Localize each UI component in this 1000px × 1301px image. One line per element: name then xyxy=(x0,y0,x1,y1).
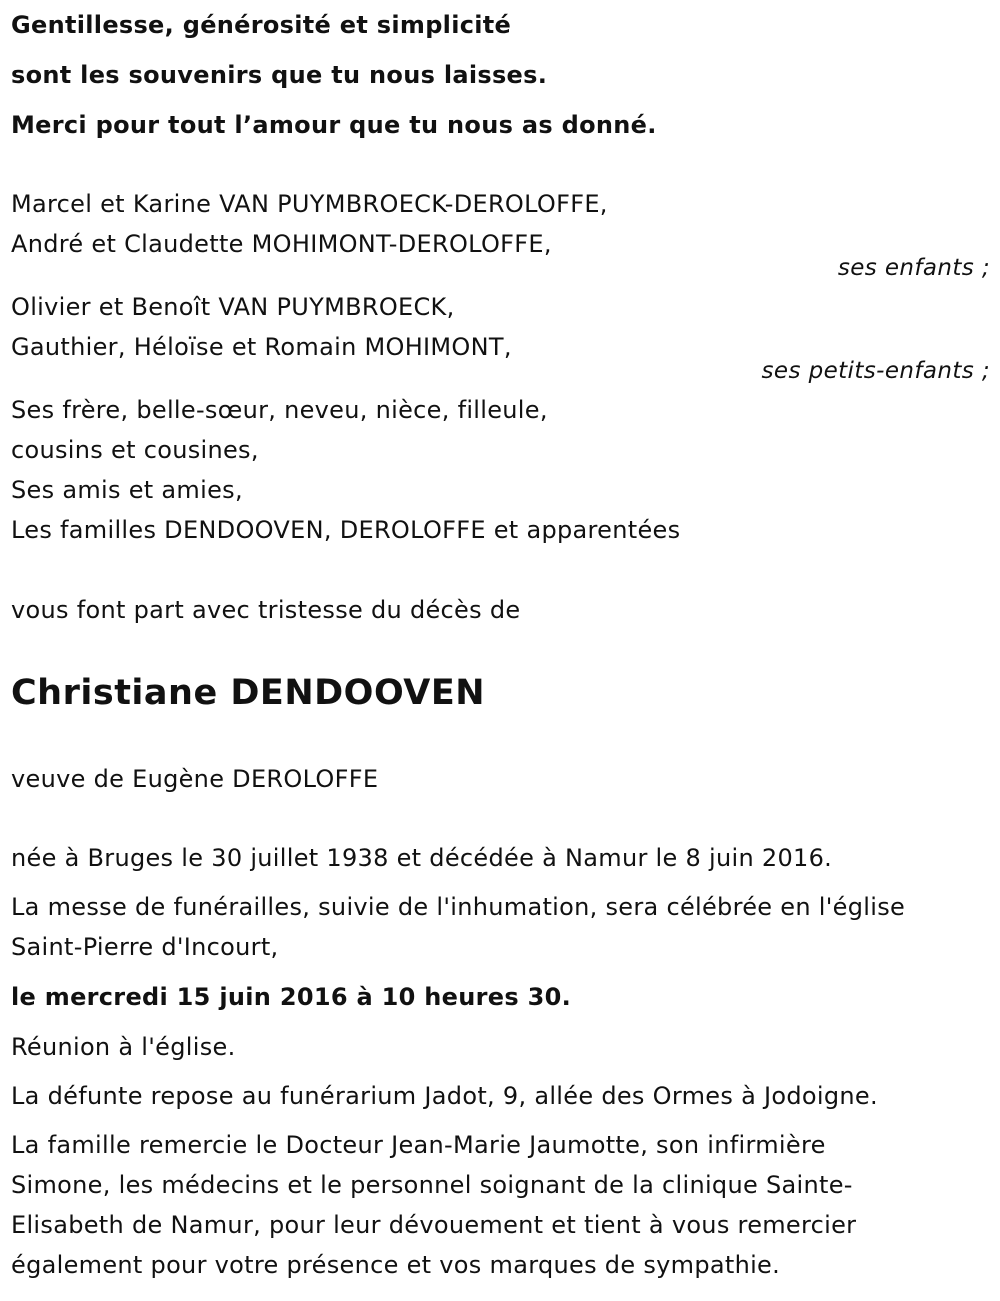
children-line: André et Claudette MOHIMONT-DEROLOFFE, xyxy=(11,230,552,258)
announcement: vous font part avec tristesse du décès de xyxy=(11,596,521,624)
family-line: Les familles DENDOOVEN, DEROLOFFE et apparentées xyxy=(11,516,681,544)
mass-line: Saint-Pierre d'Incourt, xyxy=(11,933,279,961)
mass-line: La messe de funérailles, suivie de l'inhumation, sera célébrée en l'église xyxy=(11,893,906,921)
grandchildren-line: Gauthier, Héloïse et Romain MOHIMONT, xyxy=(11,333,512,361)
family-line: cousins et cousines, xyxy=(11,436,259,464)
grandchildren-line: Olivier et Benoît VAN PUYMBROECK, xyxy=(11,293,455,321)
thanks-line: Elisabeth de Namur, pour leur dévouement et tient à vous remercier xyxy=(11,1211,857,1239)
rest-location: La défunte repose au funérarium Jadot, 9, allée des Ormes à Jodoigne. xyxy=(11,1082,878,1110)
epitaph-line: sont les souvenirs que tu nous laisses. xyxy=(11,61,548,89)
children-role: ses enfants ; xyxy=(837,255,990,281)
family-line: Ses amis et amies, xyxy=(11,476,243,504)
grandchildren-role: ses petits-enfants ; xyxy=(761,358,990,384)
family-line: Ses frère, belle-sœur, neveu, nièce, filleule, xyxy=(11,396,548,424)
meeting-note: Réunion à l'église. xyxy=(11,1033,236,1061)
thanks-line: La famille remercie le Docteur Jean-Marie Jaumotte, son infirmière xyxy=(11,1131,826,1159)
thanks-line: Simone, les médecins et le personnel soignant de la clinique Sainte- xyxy=(11,1171,853,1199)
deceased-name: Christiane DENDOOVEN xyxy=(11,673,486,713)
epitaph-line: Merci pour tout l’amour que tu nous as donné. xyxy=(11,111,657,139)
epitaph-line: Gentillesse, générosité et simplicité xyxy=(11,11,512,39)
widow-of: veuve de Eugène DEROLOFFE xyxy=(11,765,379,793)
funeral-date-time: le mercredi 15 juin 2016 à 10 heures 30. xyxy=(11,983,571,1011)
thanks-line: également pour votre présence et vos marques de sympathie. xyxy=(11,1251,781,1279)
birth-death: née à Bruges le 30 juillet 1938 et décédée à Namur le 8 juin 2016. xyxy=(11,844,833,872)
children-line: Marcel et Karine VAN PUYMBROECK-DEROLOFFE, xyxy=(11,190,608,218)
